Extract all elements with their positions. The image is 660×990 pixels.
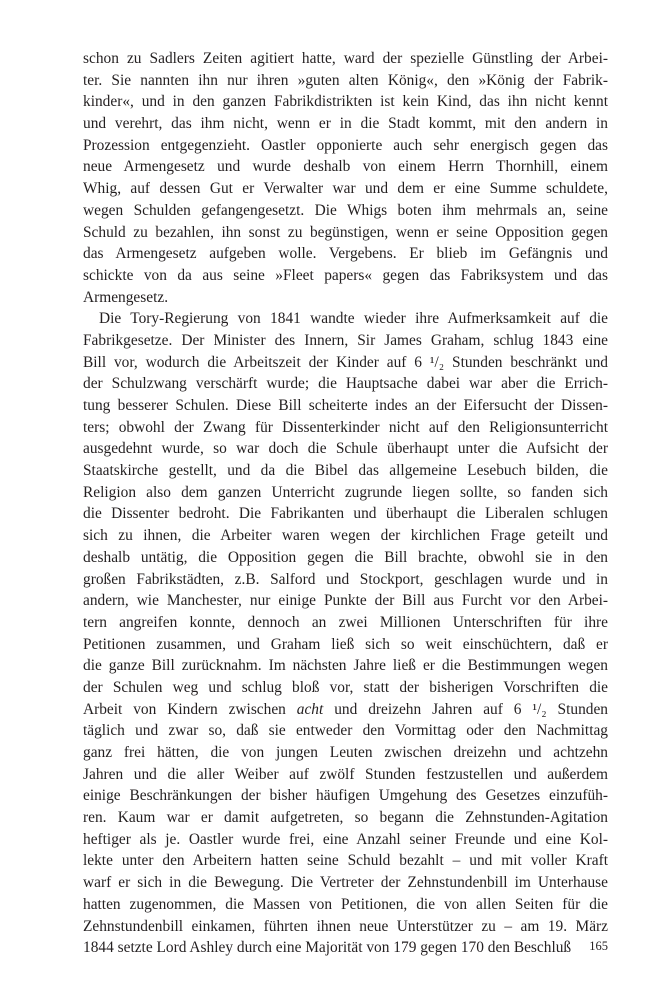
text-line: ausgedehnt wurde, so war doch die Schule überhaupt unter die Aufsicht der — [83, 440, 608, 458]
text-line: der Schulen weg und schlug bloß vor, statt der bisherigen Vorschriften die — [83, 678, 608, 696]
text-line: Petitionen zusammen, und Graham ließ sich so weit einschüchtern, daß er — [83, 635, 608, 653]
text-line: Whig, auf dessen Gut er Verwalter war und dem er eine Summe schuldete, — [83, 180, 608, 198]
text-line: Religion also dem ganzen Unterricht zugrunde liegen sollte, so fanden sich — [83, 483, 608, 501]
text-line: ren. Kaum war er damit aufgetreten, so begann die Zehnstunden-Agitation — [83, 809, 608, 827]
page-number: 165 — [589, 939, 608, 953]
text-line: heftiger als je. Oastler wurde frei, eine Anzahl seiner Freunde und eine Kol- — [83, 830, 608, 848]
text-line: großen Fabrikstädten, z.B. Salford und Stockport, geschlagen wurde und in — [83, 570, 608, 588]
text-line: Arbeit von Kindern zwischen acht und dreizehn Jahren auf 6 ¹/₂ Stunden — [83, 700, 608, 718]
text-line: schickte von da aus seine »Fleet papers« gegen das Fabriksystem und das — [83, 266, 608, 284]
text-line: ganz frei hätten, die von jungen Leuten zwischen dreizehn und achtzehn — [83, 744, 608, 761]
text-line: andern, wie Manchester, nur einige Punkte der Bill aus Furcht vor den Arbei- — [83, 592, 608, 610]
text-line: Bill vor, wodurch die Arbeitszeit der Kinder auf 6 ¹/₂ Stunden beschränkt und — [83, 353, 608, 371]
text-line: der Schulzwang verschärft wurde; die Hauptsache dabei war aber die Errich- — [83, 375, 608, 393]
text-line: Staatskirche gestellt, und da die Bibel das allgemeine Lesebuch bilden, die — [83, 462, 608, 480]
text-line: das Armengesetz aufgeben wolle. Vergebens. Er blieb im Gefängnis und — [83, 245, 608, 263]
text-line: wegen Schulden gefangengesetzt. Die Whigs boten ihm mehrmals an, seine — [83, 201, 608, 219]
text-line: tung besserer Schulen. Diese Bill scheiterte indes an der Eifersucht der Dissen- — [83, 397, 608, 414]
text-line: 1844 setzte Lord Ashley durch eine Majorität von 179 gegen 170 den Beschluß — [83, 939, 572, 957]
paragraph — [83, 48, 608, 308]
text-line: Schuld zu bezahlen, ihn sonst zu begünstigen, wenn er seine Opposition gegen — [83, 223, 608, 241]
text-line: neue Armengesetz und wurde deshalb von einem Herrn Thornhill, einem — [83, 158, 608, 176]
paragraph — [83, 308, 608, 959]
text-line: deshalb untätig, die Opposition gegen die Bill brachte, obwohl sie in den — [83, 548, 608, 566]
text-line: täglich und zwar so, daß sie entweder den Vormittag oder den Nachmittag — [83, 722, 608, 740]
text-line: ters; obwohl der Zwang für Dissenterkinder nicht auf den Religionsunterricht — [83, 418, 608, 436]
text-line: tern angreifen konnte, dennoch an zwei Millionen Unterschriften für ihre — [83, 613, 608, 631]
text-line: die Dissenter bedroht. Die Fabrikanten und überhaupt die Liberalen schlugen — [83, 505, 608, 523]
text-line: schon zu Sadlers Zeiten agitiert hatte, ward der spezielle Günstling der Arbei- — [83, 50, 608, 67]
text-line: die ganze Bill zurücknahm. Im nächsten Jahre ließ er die Bestimmungen wegen — [83, 657, 608, 675]
text-line: Armengesetz. — [83, 288, 169, 306]
text-line: kinder«, und in den ganzen Fabrikdistrikten ist kein Kind, das ihn nicht kennt — [83, 93, 608, 111]
text-line: warf er sich in die Bewegung. Die Vertreter der Zehnstundenbill im Unterhause — [83, 874, 608, 892]
text-line: einige Beschränkungen der bisher häufigen Umgehung des Gesetzes einzufüh- — [83, 787, 608, 805]
text-line: und verehrt, das ihm nicht, wenn er in die Stadt kommt, mit den andern in — [83, 115, 608, 133]
text-line: Die Tory-Regierung von 1841 wandte wieder ihre Aufmerksamkeit auf die — [99, 310, 608, 328]
text-line: Jahren und die aller Weiber auf zwölf Stunden festzustellen und außerdem — [83, 765, 608, 783]
text-line: ter. Sie nannten ihn nur ihren »guten alten König«, den »König der Fabrik- — [83, 71, 608, 89]
text-line: lekte unter den Arbeitern hatten seine Schuld bezahlt – und mit voller Kraft — [83, 852, 608, 870]
text-line: Zehnstundenbill einkamen, führten ihnen neue Unterstützer zu – am 19. März — [83, 917, 608, 935]
text-line: hatten zugenommen, die Massen von Petitionen, die von allen Seiten für die — [83, 895, 608, 913]
body-text — [83, 48, 608, 959]
text-line: sich zu ihnen, die Arbeiter waren wegen der kirchlichen Frage geteilt und — [83, 527, 608, 545]
text-line: Fabrikgesetze. Der Minister des Innern, Sir James Graham, schlug 1843 eine — [83, 331, 608, 349]
text-line: Prozession entgegenzieht. Oastler opponierte auch sehr energisch gegen das — [83, 136, 608, 154]
